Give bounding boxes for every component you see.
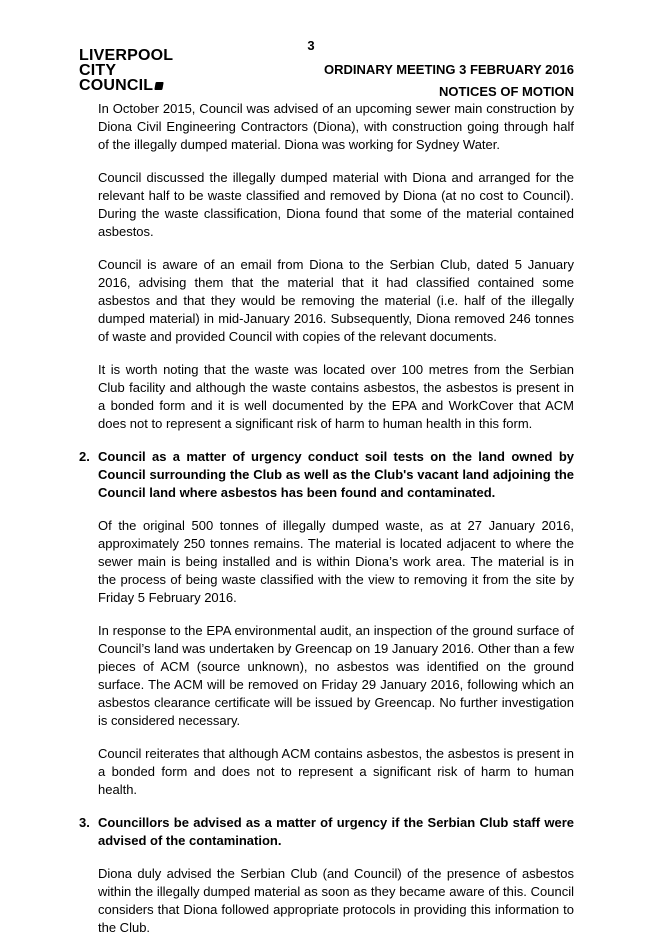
page-number: 3 — [307, 38, 315, 53]
meeting-title: ORDINARY MEETING 3 FEBRUARY 2016 — [324, 62, 574, 77]
motion-item-3 — [79, 814, 574, 850]
paragraph: Of the original 500 tonnes of illegally dumped waste, as at 27 January 2016, approximately 250 tonnes remains. The material is located adjacent to where the sewer main is being installed and is within Diona’s work area. The material is in the process of being waste classified with the view to removing it from the site by Friday 5 February 2016. — [98, 518, 574, 605]
item-number: 3. — [79, 815, 90, 830]
paragraph: Council discussed the illegally dumped material with Diona and arranged for the relevant half to be waste classified and removed by Diona (at no cost to Council). During the waste classification, Diona found that some of the material contained asbestos. — [98, 170, 574, 239]
item-heading: Council as a matter of urgency conduct soil tests on the land owned by Council surrounding the Club as well as the Club's vacant land adjoining the Council land where asbestos has been found and contaminated. — [98, 449, 574, 500]
paragraph: In response to the EPA environmental audit, an inspection of the ground surface of Council’s land was undertaken by Greencap on 19 January 2016. Other than a few pieces of ACM (source unknown), no asbestos was identified on the ground surface. The ACM will be removed on Friday 29 January 2016, following which an asbestos clearance certificate will be issued by Greencap. No further investigation is considered necessary. — [98, 623, 575, 728]
logo-line-2: CITY — [79, 62, 117, 79]
paragraph: Council is aware of an email from Diona to the Serbian Club, dated 5 January 2016, advising them that the material that it had classified contained some asbestos and that they would be removing the material (i.e. half of the illegally dumped material) in mid-January 2016. Subsequently, Diona removed 246 tonnes of waste and provided Council with copies of the relevant documents. — [98, 257, 574, 344]
document-body — [79, 100, 575, 952]
council-logo — [79, 48, 173, 93]
document-header — [324, 59, 574, 103]
motion-item-2 — [79, 448, 574, 502]
item-heading: Councillors be advised as a matter of urgency if the Serbian Club staff were advised of the contamination. — [98, 815, 574, 848]
section-title: NOTICES OF MOTION — [438, 84, 574, 99]
paragraph: It is worth noting that the waste was located over 100 metres from the Serbian Club facility and although the waste contains asbestos, the asbestos is present in a bonded form and it is well documented by the EPA and WorkCover that ACM does not to represent a significant risk of harm to human health in this form. — [98, 362, 574, 431]
logo-line-1: LIVERPOOL — [79, 47, 174, 64]
logo-line-3: COUNCIL — [79, 78, 173, 93]
paragraph: Council reiterates that although ACM contains asbestos, the asbestos is present in a bonded form and does not to represent a significant risk of harm to human health. — [98, 746, 574, 797]
item-number: 2. — [79, 449, 90, 464]
logo-mark-icon — [155, 82, 164, 90]
paragraph: In October 2015, Council was advised of an upcoming sewer main construction by Diona Civil Engineering Contractors (Diona), with construction going through half of the illegally dumped material. Diona was working for Sydney Water. — [98, 101, 574, 152]
paragraph: Diona duly advised the Serbian Club (and Council) of the presence of asbestos within the illegally dumped material as soon as they became aware of this. Council considers that Diona followed appropriate protocols in providing this information to the Club. — [98, 866, 574, 935]
